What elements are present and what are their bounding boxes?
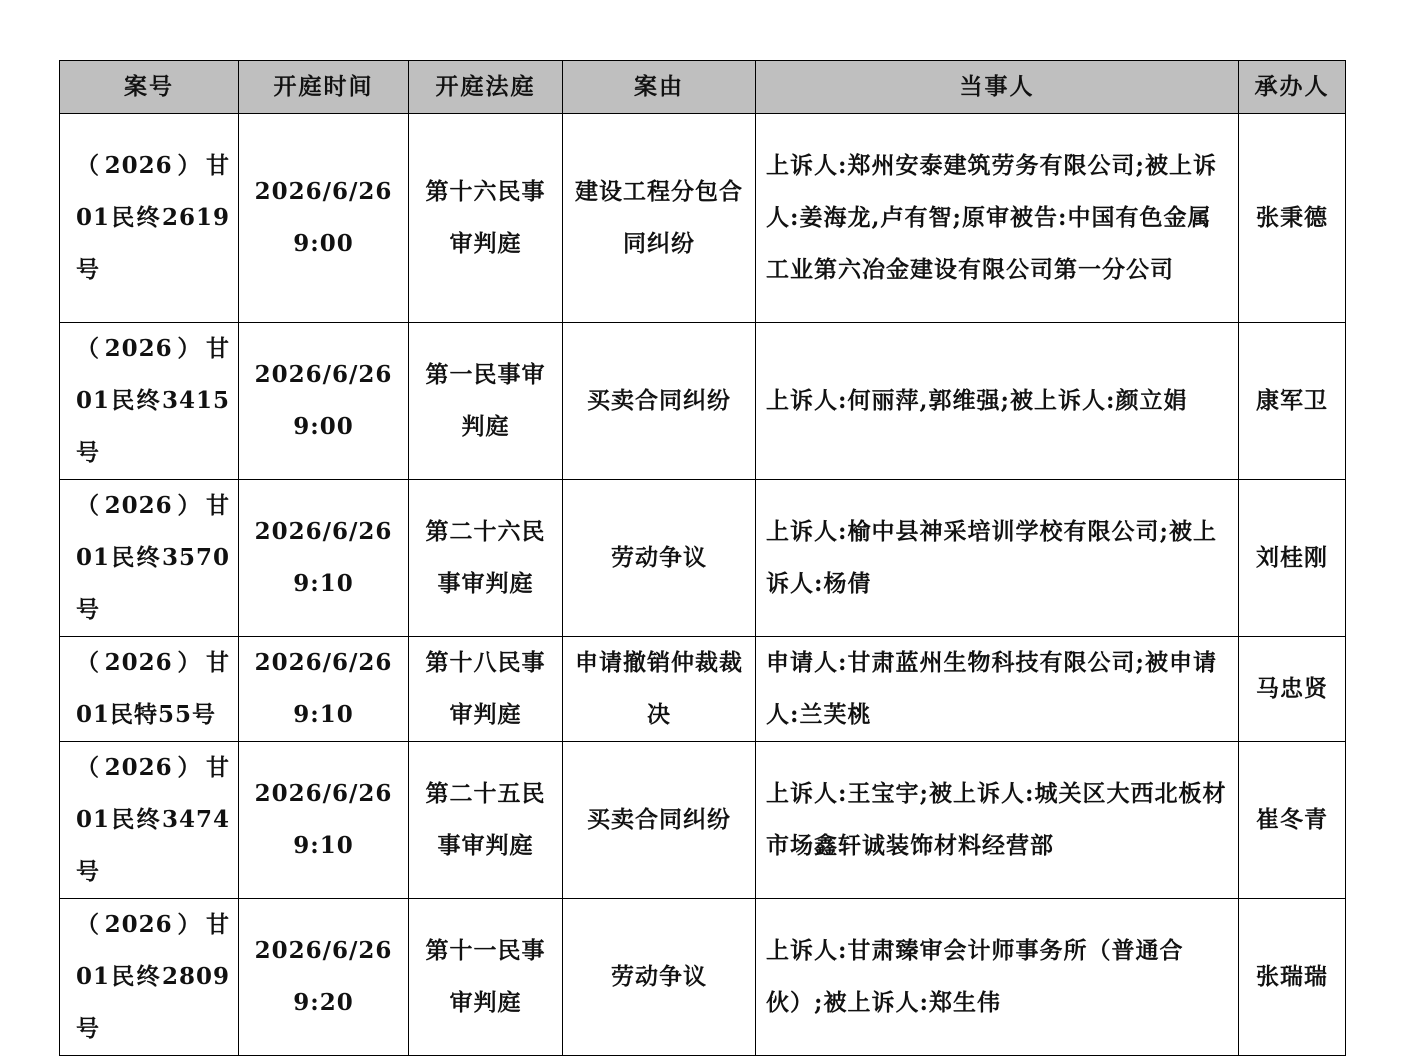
hearing-schedule-table: [59, 60, 1346, 1056]
hearing-time-cell: [239, 480, 409, 637]
cause-cell: 建设工程分包合同纠纷: [563, 114, 756, 323]
parties-cell: 上诉人:甘肃臻审会计师事务所（普通合伙）;被上诉人:郑生伟: [756, 899, 1239, 1056]
hearing-clock: 9:10: [293, 832, 354, 859]
hearing-date: 2026/6/26: [254, 178, 393, 205]
case-no-cell: （2026）甘01民终3570号: [60, 480, 239, 637]
case-no-cell: （2026）甘01民终2619号: [60, 114, 239, 323]
header-hearing-time: 开庭时间: [239, 61, 409, 114]
parties-cell: 上诉人:郑州安泰建筑劳务有限公司;被上诉人:姜海龙,卢有智;原审被告:中国有色金属工业第六冶金建设有限公司第一分公司: [756, 114, 1239, 323]
courtroom-cell: 第十一民事审判庭: [409, 899, 563, 1056]
hearing-date: 2026/6/26: [254, 780, 393, 807]
table-row: [60, 742, 1346, 899]
table-row: [60, 480, 1346, 637]
courtroom-cell: 第十六民事审判庭: [409, 114, 563, 323]
table-row: [60, 323, 1346, 480]
courtroom-cell: 第十八民事审判庭: [409, 637, 563, 742]
parties-cell: 申请人:甘肃蓝州生物科技有限公司;被申请人:兰芙桃: [756, 637, 1239, 742]
judge-cell: 马忠贤: [1239, 637, 1346, 742]
parties-cell: 上诉人:何丽萍,郭维强;被上诉人:颜立娟: [756, 323, 1239, 480]
judge-cell: 崔冬青: [1239, 742, 1346, 899]
hearing-time-cell: [239, 899, 409, 1056]
hearing-date: 2026/6/26: [254, 649, 393, 676]
judge-cell: 刘桂刚: [1239, 480, 1346, 637]
hearing-time-cell: [239, 323, 409, 480]
table-row: [60, 114, 1346, 323]
hearing-clock: 9:00: [293, 230, 354, 257]
table-row: [60, 637, 1346, 742]
case-no-cell: （2026）甘01民终3415号: [60, 323, 239, 480]
courtroom-cell: 第二十六民事审判庭: [409, 480, 563, 637]
judge-cell: 康军卫: [1239, 323, 1346, 480]
hearing-date: 2026/6/26: [254, 937, 393, 964]
header-judge: 承办人: [1239, 61, 1346, 114]
cause-cell: 申请撤销仲裁裁决: [563, 637, 756, 742]
header-parties: 当事人: [756, 61, 1239, 114]
hearing-clock: 9:10: [293, 701, 354, 728]
judge-cell: 张秉德: [1239, 114, 1346, 323]
cause-cell: 买卖合同纠纷: [563, 323, 756, 480]
hearing-clock: 9:20: [293, 989, 354, 1016]
cause-cell: 买卖合同纠纷: [563, 742, 756, 899]
hearing-clock: 9:10: [293, 570, 354, 597]
cause-cell: 劳动争议: [563, 899, 756, 1056]
parties-cell: 上诉人:榆中县神采培训学校有限公司;被上诉人:杨倩: [756, 480, 1239, 637]
table-header-row: [60, 61, 1346, 114]
hearing-date: 2026/6/26: [254, 518, 393, 545]
hearing-date: 2026/6/26: [254, 361, 393, 388]
hearing-time-cell: [239, 637, 409, 742]
courtroom-cell: 第一民事审判庭: [409, 323, 563, 480]
header-courtroom: 开庭法庭: [409, 61, 563, 114]
parties-cell: 上诉人:王宝宇;被上诉人:城关区大西北板材市场鑫轩诚装饰材料经营部: [756, 742, 1239, 899]
hearing-clock: 9:00: [293, 413, 354, 440]
case-no-cell: （2026）甘01民特55号: [60, 637, 239, 742]
case-no-cell: （2026）甘01民终3474号: [60, 742, 239, 899]
header-case-no: 案号: [60, 61, 239, 114]
cause-cell: 劳动争议: [563, 480, 756, 637]
table-row: [60, 899, 1346, 1056]
case-no-cell: （2026）甘01民终2809号: [60, 899, 239, 1056]
judge-cell: 张瑞瑞: [1239, 899, 1346, 1056]
courtroom-cell: 第二十五民事审判庭: [409, 742, 563, 899]
header-cause: 案由: [563, 61, 756, 114]
hearing-time-cell: [239, 742, 409, 899]
hearing-time-cell: [239, 114, 409, 323]
